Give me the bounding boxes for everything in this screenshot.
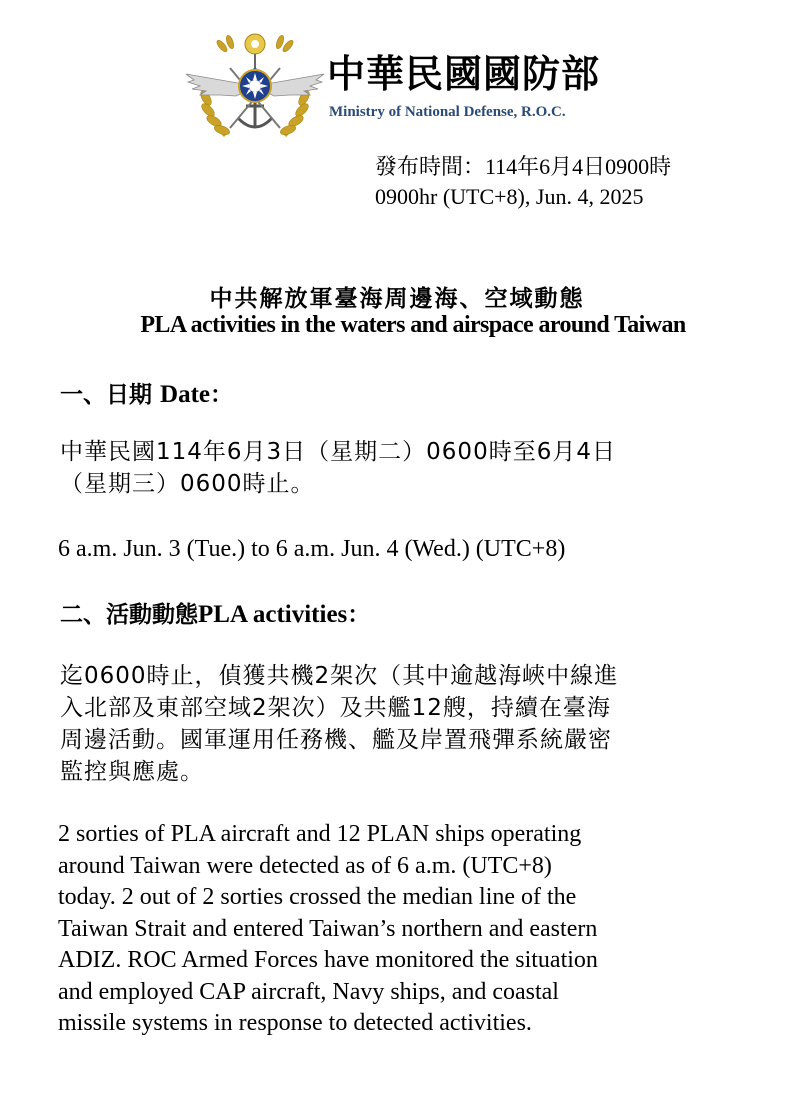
activities-line-zh: 周邊活動。國軍運用任務機、艦及岸置飛彈系統嚴密 — [60, 727, 612, 753]
page-title-zh: 中共解放軍臺海周邊海、空域動態 — [209, 286, 585, 312]
org-name-en: Ministry of National Defense, R.O.C. — [329, 104, 566, 120]
activities-line-zh: 入北部及東部空域2架次）及共艦12艘，持續在臺海 — [60, 695, 611, 721]
activities-heading — [60, 596, 370, 629]
date-heading — [60, 376, 233, 409]
org-name-zh: 中華民國國防部 — [327, 52, 601, 96]
activities-line-zh: 監控與應處。 — [60, 759, 204, 785]
release-time — [375, 152, 671, 212]
activities-line-en: around Taiwan were detected as of 6 a.m. (UTC+8) — [58, 852, 552, 879]
activities-paragraph-zh — [60, 660, 618, 788]
activities-line-en: today. 2 out of 2 sorties crossed the median line of the — [58, 884, 577, 910]
release-time-en: 0900hr (UTC+8), Jun. 4, 2025 — [375, 184, 644, 209]
activities-line-en: missile systems in response to detected activities. — [58, 1010, 532, 1036]
activities-line-zh: 迄0600時止，偵獲共機2架次（其中逾越海峽中線進 — [60, 663, 619, 689]
activities-heading-colon: ： — [347, 602, 371, 628]
activities-heading-en: PLA activities — [198, 601, 348, 628]
activities-line-en: ADIZ. ROC Armed Forces have monitored the situation — [58, 947, 598, 973]
activities-line-en: and employed CAP aircraft, Navy ships, and coastal — [58, 978, 559, 1005]
activities-line-en: Taiwan Strait and entered Taiwan’s northern and eastern — [58, 915, 598, 942]
date-paragraph-zh — [60, 436, 616, 500]
page-title-en: PLA activities in the waters and airspace around Taiwan — [140, 312, 686, 338]
release-time-zh: 發布時間：114年6月4日0900時 — [375, 154, 672, 179]
activities-paragraph-en — [58, 819, 598, 1040]
date-heading-colon: ： — [210, 382, 233, 408]
date-paragraph-en: 6 a.m. Jun. 3 (Tue.) to 6 a.m. Jun. 4 (Wed.) (UTC+8) — [58, 536, 566, 562]
date-heading-en: Date — [160, 381, 210, 408]
mnd-emblem-icon — [180, 28, 330, 146]
date-line-zh: （星期三）0600時止。 — [60, 471, 315, 497]
activities-heading-zh: 二、活動動態 — [60, 602, 198, 628]
date-heading-zh: 一、日期 — [60, 382, 152, 408]
activities-line-en: 2 sorties of PLA aircraft and 12 PLAN ships operating — [58, 821, 582, 847]
date-line-zh: 中華民國114年6月3日（星期二）0600時至6月4日 — [60, 439, 616, 465]
